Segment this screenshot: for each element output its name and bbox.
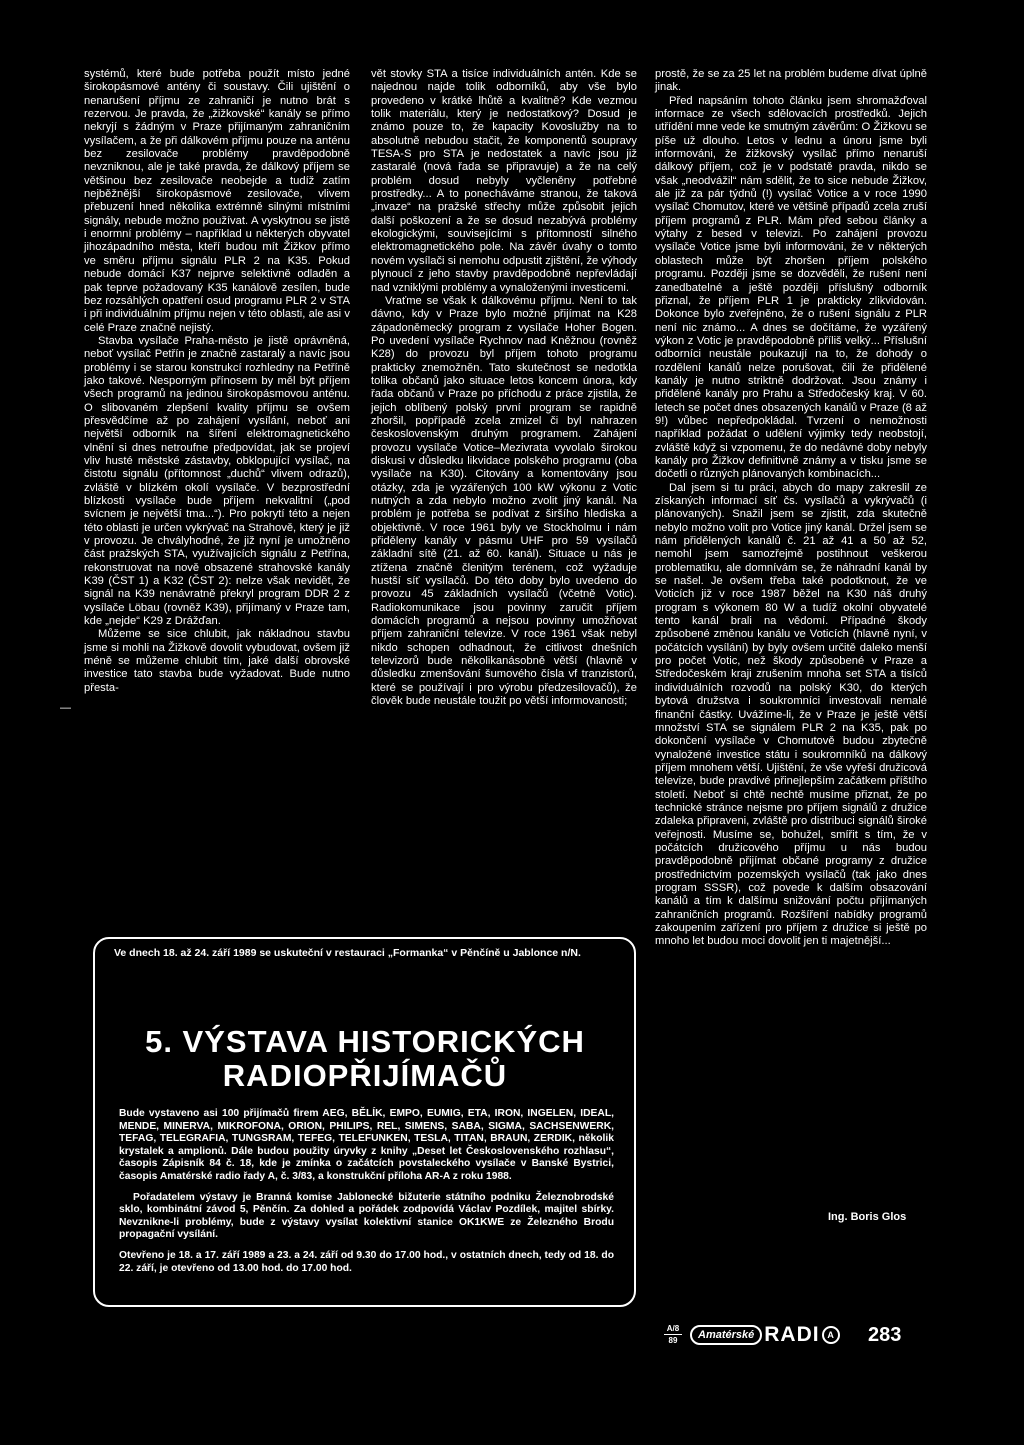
paragraph: vět stovky STA a tisíce individuálních antén. Kde se najednou najde tolik odborníků, aby vše bylo provedeno v krátké lhůtě a kvalitně? Kde vezmou tolik materiálu, který je nedostatkový? Dosud je známo pouze to, že kapacity Kovoslužby na to absolutně nebudou stačit, že komponentů soupravy TESA-S pro STA je nedostatek a navíc jsou již zastaralé (nová řada se připravuje) a že na celý problém dosud nebyly vyčleněny potřebné prostředky... A to ponecháváme stranou, že taková „invaze“ na pražské střechy může způsobit jejich další poškození a že se dosud nezabývá problémy ekologickými, souvisejícími s přítomností silného elektromagnetického pole. Na závěr úvahy o tomto novém vysílači si nemohu odpustit zjištění, že výhody plynoucí z jeho stavby pravděpodobně nepřevládají nad vzniklými problémy a vynaloženými investicemi. xyxy=(371,68,637,294)
issue-series: A/8 xyxy=(666,1324,680,1333)
logo-circle-icon: A xyxy=(822,1326,840,1344)
notice-title xyxy=(100,1025,630,1093)
paragraph: prostě, že se za 25 let na problém budeme dívat úplně jinak. xyxy=(655,68,927,94)
issue-label xyxy=(664,1324,682,1345)
logo-wordmark: RADI xyxy=(764,1323,820,1346)
article-author: Ing. Boris Glos xyxy=(828,1211,907,1223)
paragraph: Před napsáním tohoto článku jsem shromažďoval informace ze všech sdělovacích prostředků. Jejich utřídění mne vede ke smutným závěrům: O Žižkovu se píše už dlouho. Letos v lednu a únoru jsme byli informováni, že žižkovský vysílač přímo nenaruší dálkový příjem, což je v podstatě pravda, nikdo se však „neodvážil“ nám sdělit, že to sice nebude Žižkov, ale již za pár týdnů (!) vysílač Votice a v roce 1990 vysílač Chomutov, které ve většině případů zcela zruší příjem programů z PLR. Mám před sebou články a výtahy z besed v televizi. Po zahájení provozu vysílače Votice jsme byli informováni, že v některých oblastech může být zhoršen příjem polského programu. Později jsme se dozvěděli, že rušení není zanedbatelné a ještě později příslušný odborník přiznal, že příjem PLR 1 je prakticky zlikvidován. Dokonce bylo zveřejněno, že o rušení signálu z PLR není nic známo... A dnes se dočítáme, že vyzářený výkon z Votic je pravděpodobně příliš velký... Příslušní odborníci neustále poukazují na to, že dohody o rozdělení kanálů nelze porušovat, čili že přidělené kanály je nutno striktně dodržovat. Jsou známy i přidělené kanály pro Prahu a Středočeský kraj. V 60. letech se počet dnes obsazených kanálů v Praze (8 až 9!) vůbec nepředpokládal. Tvrzení o nemožnosti například požádat o udělení výjimky tedy neobstojí, zvláště když si vzpomenu, že do nedávné doby nebyly kanály pro Žižkov definitivně známy a v tisku jsme se dočetli o různých plánovaných kombinacích... xyxy=(655,94,927,481)
page-number: 283 xyxy=(868,1324,902,1346)
magazine-logo xyxy=(690,1325,855,1345)
paragraph: Vraťme se však k dálkovému příjmu. Není to tak dávno, kdy v Praze bylo možné přijímat na K28 západoněmecký program z vysílače Hoher Bogen. Po uvedení vysílače Rychnov nad Kněžnou (rovněž K28) do provozu byl příjem tohoto programu prakticky znemožněn. Tato skutečnost se nedotkla tolika občanů jako situace letos koncem února, kdy řada občanů v Praze po příchodu z práce zjistila, že jejich oblíbený polský první program se rapidně zhoršil, popřípadě zcela zmizel či byl nahrazen československým druhým programem. Zahájení provozu vysílače Votice–Mezivrata vyvolalo širokou diskusi v důsledku likvidace polského programu (oba vysílače na K30). Citovány a komentovány jsou otázky, zda je vyzářených 100 kW výkonu z Votic nutných a zda nebylo možno zvolit jiný kanál. Na problém je potřeba se podívat z širšího hlediska a objektivně. V roce 1961 byly ve Stockholmu i nám přiděleny kanály v pásmu UHF pro 59 vysílačů základní sítě (21. až 60. kanál). Situace u nás je ztížena značně členitým terénem, což vyžaduje hustší síť vysílačů. Do této doby bylo uvedeno do provozu 45 základních vysílačů (včetně Votic). Radiokomunikace jsou povinny zaručit příjem domácích programů a nejsou povinny umožňovat příjem zahraniční televize. V roce 1961 však nebyl nikdo schopen odhadnout, že citlivost dnešních televizorů bude několikanásobně větší (hlavně v důsledku zmenšování šumového čísla vf tranzistorů, které se používají i pro výrobu předzesilovačů), že člověk bude neustále toužit po větší informovanosti; xyxy=(371,294,637,708)
notice-header: Ve dnech 18. až 24. září 1989 se uskuteční v restauraci „Formanka“ v Pěnčíně u Jablonce n/N. xyxy=(114,947,581,959)
notice-paragraph: Bude vystaveno asi 100 přijímačů firem AEG, BĚLÍK, EMPO, EUMIG, ETA, IRON, INGELEN, IDEAL, MENDE, MINERVA, MIKROFONA, ORION, PHILIPS, REL, SIMENS, SABA, SIGMA, SACHSENWERK, TEFAG, TELEGRAFIA, TUNGSRAM, TEFEG, TELEFUNKEN, TESLA, TITAN, BRAUN, ZERDIK, několik krystalek a amplionů. Dále budou použity úryvky z knihy „Deset let Československého rozhlasu“, časopis Zápisník 84 č. 18, kde je zmínka o začátcích povstaleckého vysílače v Banské Bystrici, časopis Amatérské radio řady A, č. 3/83, a konstrukční příloha AR-A z roku 1988. xyxy=(119,1108,614,1182)
notice-paragraph: Pořadatelem výstavy je Branná komise Jablonecké bižuterie státního podniku Železnobrodské sklo, kombinátní závod 5, Pěnčín. Za dohled a pořádek zodpovídá Václav Pozdílek, majitel sbírky. Nevznikne-li problémy, bude z výstavy vysílat kolektivní stanice OK1KWE ze Železného Brodu propagační vysílání. xyxy=(119,1191,614,1241)
margin-mark: — xyxy=(60,702,71,714)
article-column-2 xyxy=(371,68,637,709)
notice-body xyxy=(119,1108,614,1283)
issue-divider xyxy=(664,1334,682,1335)
paragraph: Dal jsem si tu práci, abych do mapy zakreslil ze získaných informací síť čs. vysílačů a vykrývačů (i plánovaných). Snažil jsem se zjistit, zda skutečně nebylo možno volit pro Votice jiný kanál. Držel jsem se nám přidělených kanálů č. 21 až 41 a 50 až 52, nemohl jsem samozřejmě postihnout veškerou problematiku, ale domnívám se, že náhradní kanál by se našel. Je ovšem třeba také podotknout, že ve Voticích již v roce 1987 běžel na K30 náš druhý program s výkonem 80 W a tudíž okolní obyvatelé tento kanál brali na vědomí. Případné škody způsobené změnou kanálu ve Voticích (hlavně nyní, v počátcích vysílání) by byly ovšem určitě daleko menší pro počet Votic, než škody způsobené v Praze a Středočeském kraji zrušením mnoha set STA a tisíců individuálních rozvodů na polský K30, do kterých bytová družstva i soukromníci investovali nemalé finanční částky. Uvážíme-li, že v Praze je ještě větší množství STA se signálem PLR 2 na K35, pak po dokončení vysílače v Chomutově budou zbytečně vynaložené investice státu i soukromníků na dálkový příjem mnohem větší. Ujištění, že vše vyřeší družicová televize, bude pravdivé přinejlepším začátkem příštího století. Neboť si chtě nechtě musíme přiznat, že po technické stránce nejsme pro příjem signálů z družice zdaleka připraveni, zvláště pro distribuci signálů široké veřejnosti. Musíme se, bohužel, smířit s tím, že v počátcích družicového příjmu u nás budou pravděpodobně přijímat občané programy z družice prostřednictvím pozemských vysílačů (tak jako dnes program SSSR), což povede k dalším obsazování kanálů a tím k dalšímu snižování počtu přijímaných zahraničních programů. Rozšíření nabídky programů zakoupením zařízení pro příjem z družice si ještě po mnoho let budou moci dovolit jen ti majetnější... xyxy=(655,481,927,948)
article-column-3 xyxy=(655,68,927,949)
issue-year: 89 xyxy=(668,1336,678,1345)
paragraph: systémů, které bude potřeba použít místo jedné širokopásmové antény či soustavy. Čili ujištění o nenarušení příjmu ze zahraničí je nutno brát s rezervou. Je pravda, že „žižkovské“ kanály se přímo nekryjí s žádným v Praze přijímaným zahraničním vysílačem, a že při dálkovém příjmu pouze na anténu bez zesilovače problémy pravděpodobně nevzniknou, ale je také pravda, že dálkový příjem se většinou bez zesilovače neobejde a tudíž zatím nejběžnější širokopásmové zesilovače, vlivem přebuzení hned několika extrémně silnými místními signály, nebude možno používat. A vyskytnou se jistě i enormní problémy – například u některých obyvatel jihozápadního města, kteří budou mít Žižkov přímo ve směru příjmu signálu PLR 2 na K35. Pokud nebude domácí K37 nejprve selektivně odladěn a pak teprve požadovaný K35 kanálově zesílen, bude bez rozsáhlých opatření osud programu PLR 2 v STA i při individuálním příjmu nejen v této oblasti, ale asi v celé Praze značně nejistý. xyxy=(84,68,350,334)
logo-script: Amatérské xyxy=(690,1325,762,1345)
article-column-1 xyxy=(84,68,350,695)
notice-title-line-1: 5. VÝSTAVA HISTORICKÝCH xyxy=(145,1024,585,1059)
paragraph: Stavba vysílače Praha-město je jistě oprávněná, neboť vysílač Petřín je značně zastaralý a navíc jsou problémy i se starou konstrukcí rozhledny na Petříně jako takové. Nesporným přínosem by měl být příjem všech programů na jedinou širokopásmovou anténu. O slibovaném zlepšení kvality příjmu se ovšem přesvědčíme až po zahájení vysílání, neboť ani největší odborník na šíření elektromagnetického vlnění si dnes netroufne předpovídat, jak se projeví vliv husté městské zástavby, obklopující vysílač, na čistotu signálu (přítomnost „duchů“ vlivem odrazů), zvláště v blízkém okolí vysílače. V bezprostřední blízkosti vysílače bude příjem nekvalitní („pod svícnem je největší tma...“). Pro pokrytí této a nejen této oblasti je určen vykrývač na Strahově, který je již v provozu. Je chvályhodné, že již nyní je umožněno část pražských STA, využívajících signálu z Petřína, rekonstruovat na nově obsazené strahovské kanály K39 (ČST 1) a K32 (ČST 2): nelze však nevidět, že signál na K39 nenávratně překryl program DDR 2 z vysílače Löbau (rovněž K39), přijímaný v Praze tam, kde „nejde“ K29 z Drážďan. xyxy=(84,334,350,628)
notice-title-line-2: RADIOPŘIJÍMAČŮ xyxy=(222,1058,508,1093)
paragraph: Můžeme se sice chlubit, jak nákladnou stavbu jsme si mohli na Žižkově dovolit vybudovat, ovšem již méně se můžeme chlubit tím, jaké další obrovské investice tato stavba bude vyžadovat. Bude nutno přesta- xyxy=(84,628,350,694)
notice-opening-hours: Otevřeno je 18. a 17. září 1989 a 23. a 24. září od 9.30 do 17.00 hod., v ostatních dnech, tedy od 18. do 22. září, je otevřeno od 13.00 hod. do 17.00 hod. xyxy=(119,1249,614,1274)
